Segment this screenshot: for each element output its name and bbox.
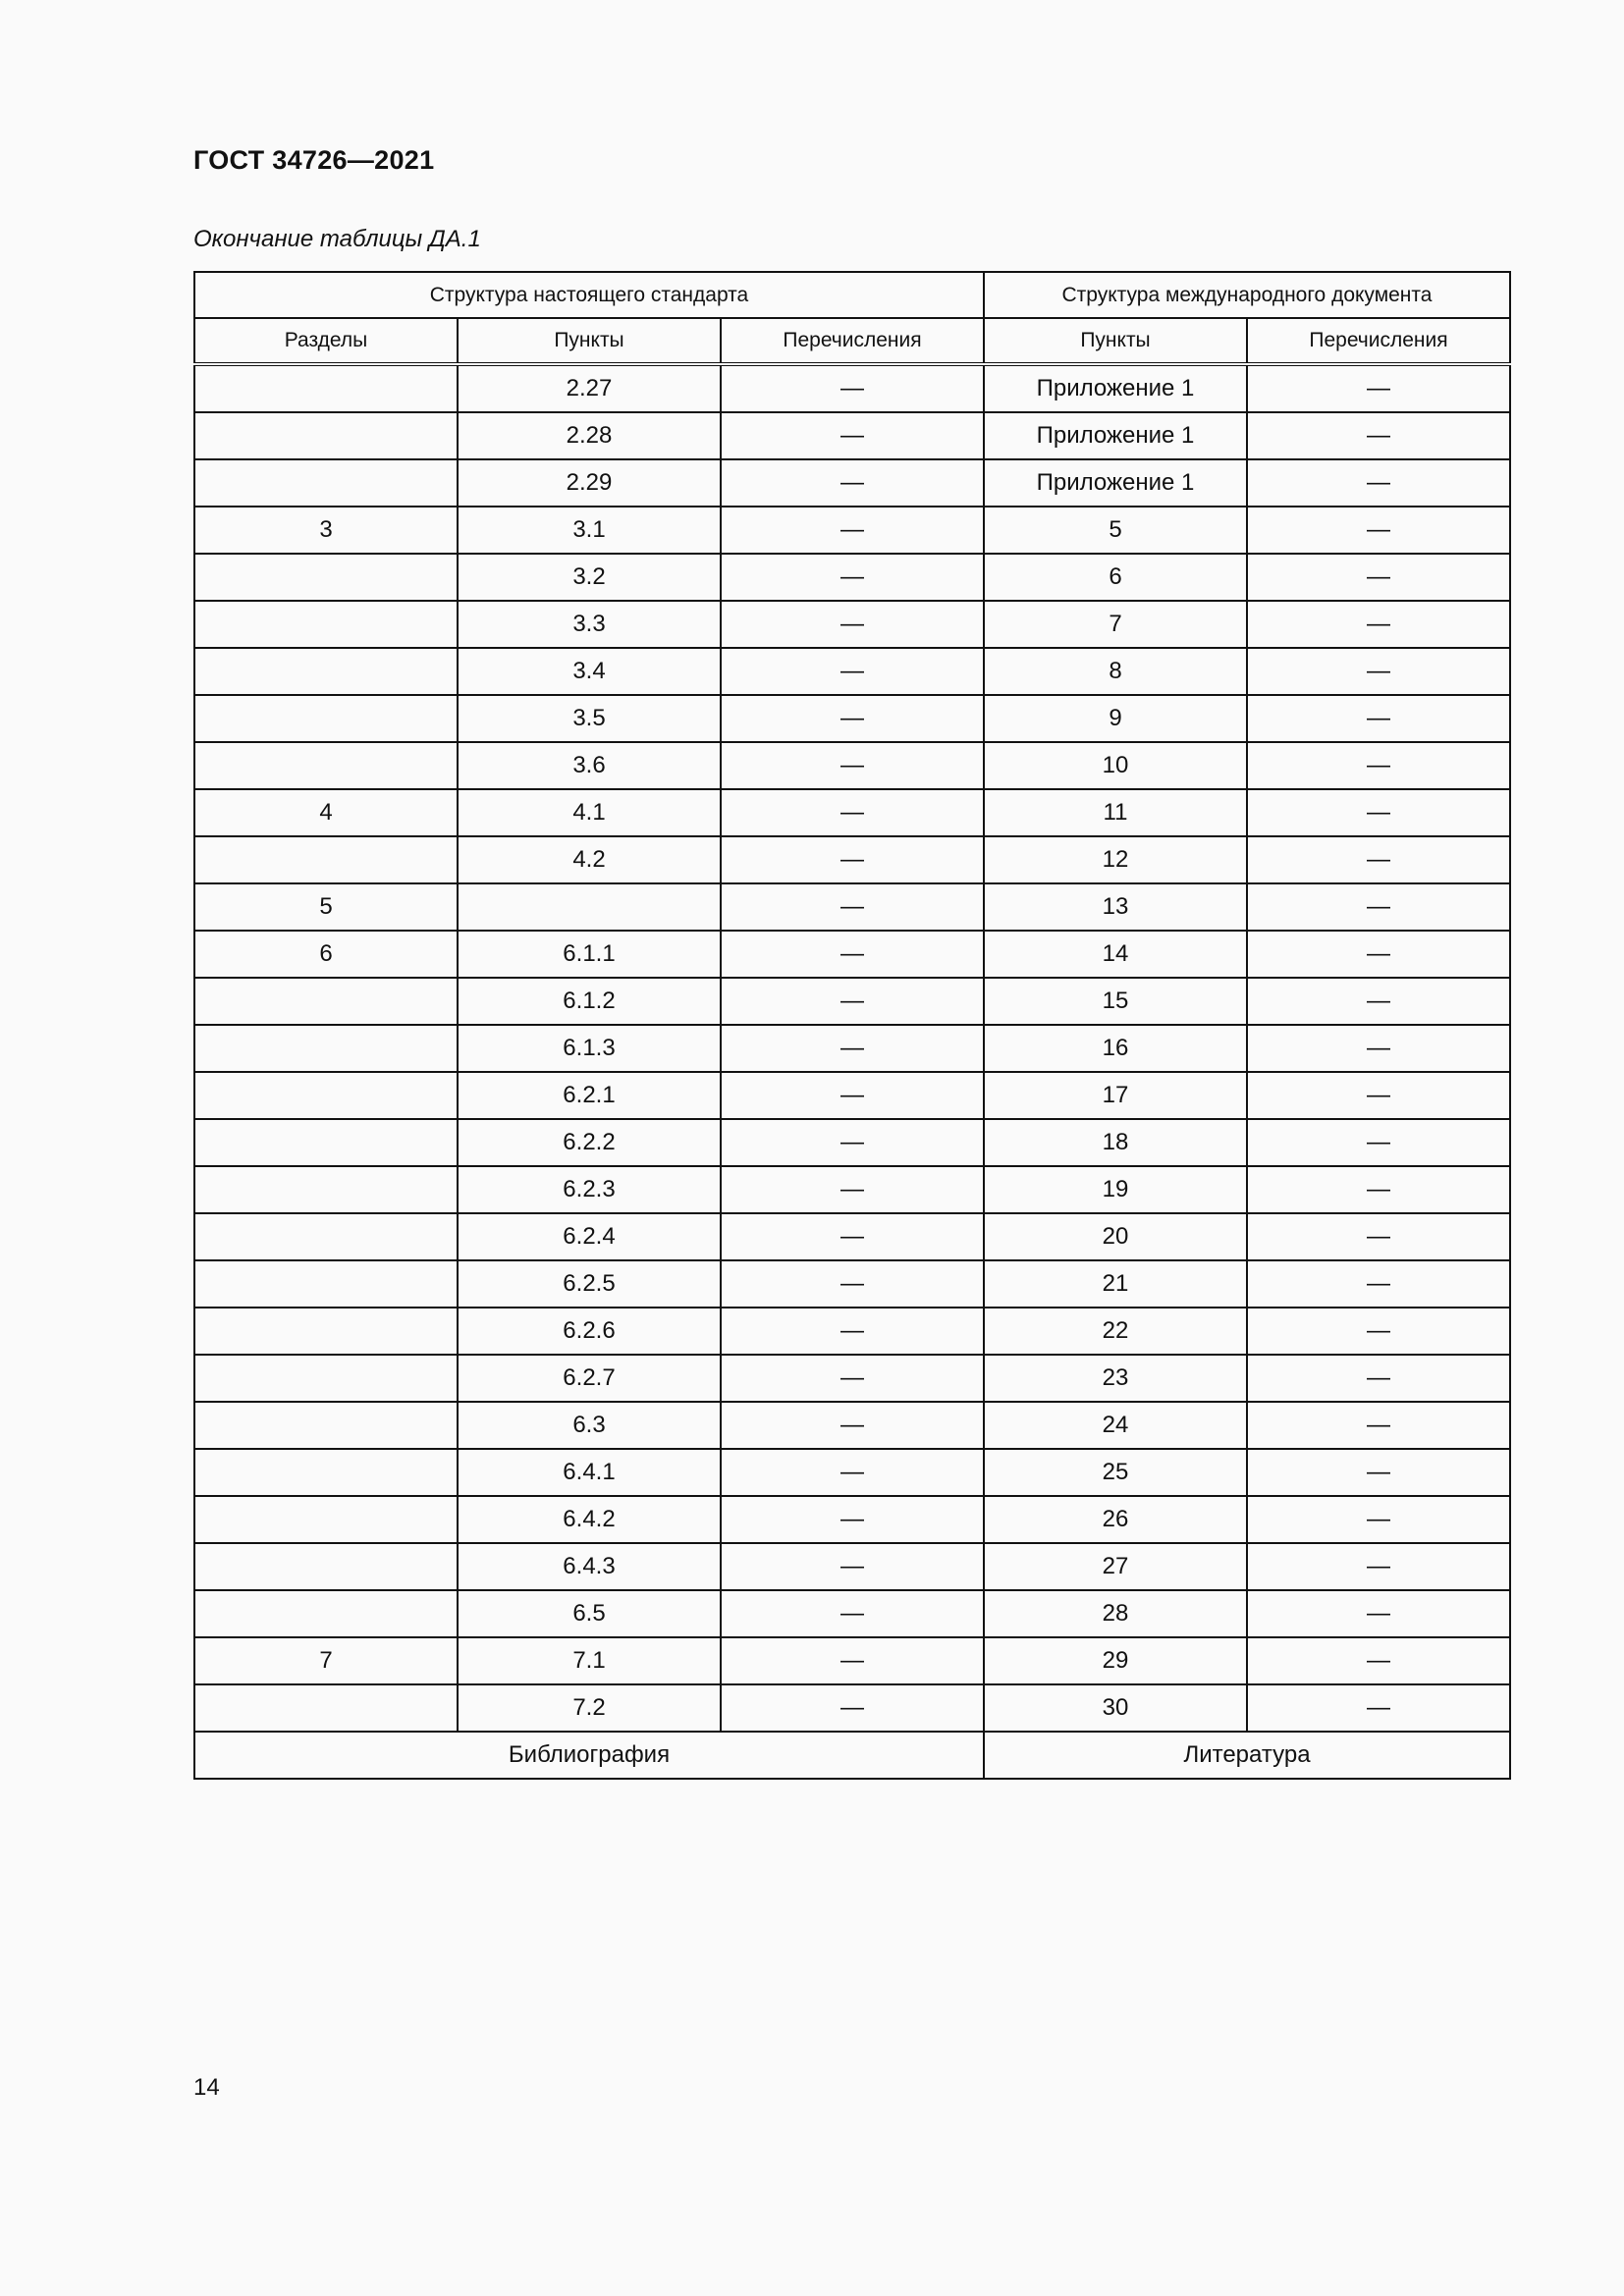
cell-section <box>194 1449 458 1496</box>
cell-section: 7 <box>194 1637 458 1684</box>
cell-intl-enumeration: — <box>1247 1119 1510 1166</box>
cell-clause: 3.1 <box>458 507 721 554</box>
cell-clause: 6.2.1 <box>458 1072 721 1119</box>
cell-intl-clause: 15 <box>984 978 1247 1025</box>
cell-section <box>194 1260 458 1308</box>
cell-enumeration: — <box>721 507 984 554</box>
table-row <box>194 1213 1510 1260</box>
cell-intl-enumeration: — <box>1247 1543 1510 1590</box>
cell-clause: 6.4.1 <box>458 1449 721 1496</box>
table-row <box>194 931 1510 978</box>
cell-enumeration: — <box>721 1637 984 1684</box>
cell-enumeration: — <box>721 742 984 789</box>
cell-section <box>194 1166 458 1213</box>
cell-clause: 6.1.1 <box>458 931 721 978</box>
cell-enumeration: — <box>721 1543 984 1590</box>
cell-section <box>194 1684 458 1732</box>
cell-clause: 3.4 <box>458 648 721 695</box>
cell-section: 5 <box>194 883 458 931</box>
cell-intl-clause: 28 <box>984 1590 1247 1637</box>
cell-intl-enumeration: — <box>1247 978 1510 1025</box>
cell-intl-clause: 12 <box>984 836 1247 883</box>
cell-section <box>194 695 458 742</box>
cell-intl-clause: 14 <box>984 931 1247 978</box>
table-row <box>194 742 1510 789</box>
cell-clause: 6.2.2 <box>458 1119 721 1166</box>
cell-intl-clause: 23 <box>984 1355 1247 1402</box>
cell-intl-enumeration: — <box>1247 507 1510 554</box>
cell-clause <box>458 883 721 931</box>
cell-section <box>194 742 458 789</box>
cell-clause: 6.4.3 <box>458 1543 721 1590</box>
cell-clause: 6.1.3 <box>458 1025 721 1072</box>
cell-section <box>194 648 458 695</box>
cell-intl-enumeration: — <box>1247 1590 1510 1637</box>
cell-intl-enumeration: — <box>1247 554 1510 601</box>
cell-intl-clause: 27 <box>984 1543 1247 1590</box>
cell-enumeration: — <box>721 1072 984 1119</box>
cell-enumeration: — <box>721 1308 984 1355</box>
cell-intl-clause: 11 <box>984 789 1247 836</box>
cell-section <box>194 1590 458 1637</box>
cell-intl-enumeration: — <box>1247 601 1510 648</box>
cell-clause: 7.2 <box>458 1684 721 1732</box>
table-row <box>194 507 1510 554</box>
table-row <box>194 1449 1510 1496</box>
cell-intl-clause: 20 <box>984 1213 1247 1260</box>
table-row <box>194 1402 1510 1449</box>
cell-enumeration: — <box>721 1166 984 1213</box>
cell-clause: 3.5 <box>458 695 721 742</box>
cell-section <box>194 978 458 1025</box>
cell-intl-enumeration: — <box>1247 931 1510 978</box>
column-header-intl-clauses: Пункты <box>984 318 1247 364</box>
cell-clause: 6.3 <box>458 1402 721 1449</box>
table-row <box>194 1119 1510 1166</box>
table-row <box>194 978 1510 1025</box>
cell-enumeration: — <box>721 695 984 742</box>
cell-clause: 2.27 <box>458 364 721 412</box>
cell-intl-enumeration: — <box>1247 836 1510 883</box>
cell-clause: 2.29 <box>458 459 721 507</box>
cell-section <box>194 1119 458 1166</box>
cell-intl-enumeration: — <box>1247 1260 1510 1308</box>
table-row <box>194 883 1510 931</box>
document-header: ГОСТ 34726—2021 <box>193 145 435 175</box>
cell-intl-clause: 9 <box>984 695 1247 742</box>
cell-section <box>194 459 458 507</box>
cell-clause: 6.5 <box>458 1590 721 1637</box>
cell-section <box>194 836 458 883</box>
cell-enumeration: — <box>721 1025 984 1072</box>
column-header-sections: Разделы <box>194 318 458 364</box>
cell-enumeration: — <box>721 1260 984 1308</box>
cell-intl-clause: 5 <box>984 507 1247 554</box>
table-row <box>194 1355 1510 1402</box>
cell-section <box>194 1496 458 1543</box>
cell-enumeration: — <box>721 978 984 1025</box>
cell-intl-clause: Приложение 1 <box>984 459 1247 507</box>
table-row <box>194 1684 1510 1732</box>
cell-intl-clause: 19 <box>984 1166 1247 1213</box>
cell-section <box>194 1025 458 1072</box>
cell-clause: 6.2.3 <box>458 1166 721 1213</box>
cell-intl-enumeration: — <box>1247 1213 1510 1260</box>
cell-clause: 3.3 <box>458 601 721 648</box>
cell-clause: 6.2.7 <box>458 1355 721 1402</box>
cell-enumeration: — <box>721 1119 984 1166</box>
cell-clause: 6.2.6 <box>458 1308 721 1355</box>
cell-intl-enumeration: — <box>1247 364 1510 412</box>
table-body <box>194 364 1510 1732</box>
cell-enumeration: — <box>721 789 984 836</box>
table-row <box>194 836 1510 883</box>
cell-intl-clause: 22 <box>984 1308 1247 1355</box>
cell-clause: 4.1 <box>458 789 721 836</box>
cell-section <box>194 1543 458 1590</box>
cell-enumeration: — <box>721 554 984 601</box>
cell-intl-enumeration: — <box>1247 1072 1510 1119</box>
cell-intl-clause: 30 <box>984 1684 1247 1732</box>
cell-enumeration: — <box>721 412 984 459</box>
table-row <box>194 1637 1510 1684</box>
cell-enumeration: — <box>721 1355 984 1402</box>
cell-clause: 7.1 <box>458 1637 721 1684</box>
cell-enumeration: — <box>721 601 984 648</box>
cell-intl-clause: 25 <box>984 1449 1247 1496</box>
table-row <box>194 1025 1510 1072</box>
concordance-table <box>193 271 1511 1780</box>
cell-enumeration: — <box>721 931 984 978</box>
cell-intl-enumeration: — <box>1247 1025 1510 1072</box>
group-header-international: Структура международного документа <box>984 272 1510 318</box>
cell-intl-clause: Приложение 1 <box>984 364 1247 412</box>
cell-intl-clause: 7 <box>984 601 1247 648</box>
cell-section: 4 <box>194 789 458 836</box>
cell-section <box>194 601 458 648</box>
cell-intl-enumeration: — <box>1247 1684 1510 1732</box>
group-header-standard: Структура настоящего стандарта <box>194 272 984 318</box>
cell-intl-enumeration: — <box>1247 1637 1510 1684</box>
cell-intl-enumeration: — <box>1247 1496 1510 1543</box>
cell-intl-enumeration: — <box>1247 459 1510 507</box>
table-row <box>194 648 1510 695</box>
cell-enumeration: — <box>721 1496 984 1543</box>
cell-clause: 4.2 <box>458 836 721 883</box>
cell-intl-enumeration: — <box>1247 1402 1510 1449</box>
column-header-clauses: Пункты <box>458 318 721 364</box>
cell-intl-enumeration: — <box>1247 648 1510 695</box>
table-row <box>194 459 1510 507</box>
cell-section <box>194 1072 458 1119</box>
footer-literature: Литература <box>984 1732 1510 1779</box>
cell-clause: 3.2 <box>458 554 721 601</box>
cell-intl-clause: 29 <box>984 1637 1247 1684</box>
cell-intl-clause: 8 <box>984 648 1247 695</box>
cell-section <box>194 1402 458 1449</box>
footer-bibliography: Библиография <box>194 1732 984 1779</box>
cell-enumeration: — <box>721 1402 984 1449</box>
cell-intl-clause: 10 <box>984 742 1247 789</box>
table-row <box>194 1308 1510 1355</box>
cell-intl-clause: 21 <box>984 1260 1247 1308</box>
table-row <box>194 695 1510 742</box>
cell-section <box>194 1355 458 1402</box>
cell-intl-enumeration: — <box>1247 695 1510 742</box>
cell-section: 6 <box>194 931 458 978</box>
cell-intl-enumeration: — <box>1247 412 1510 459</box>
cell-enumeration: — <box>721 1684 984 1732</box>
table-row <box>194 1166 1510 1213</box>
cell-section <box>194 1213 458 1260</box>
cell-section <box>194 554 458 601</box>
cell-clause: 6.2.5 <box>458 1260 721 1308</box>
table-row <box>194 412 1510 459</box>
table-row <box>194 1543 1510 1590</box>
cell-enumeration: — <box>721 836 984 883</box>
table-row <box>194 1072 1510 1119</box>
page-number: 14 <box>193 2074 220 2101</box>
cell-intl-enumeration: — <box>1247 1449 1510 1496</box>
cell-enumeration: — <box>721 1590 984 1637</box>
cell-intl-clause: 26 <box>984 1496 1247 1543</box>
cell-intl-enumeration: — <box>1247 883 1510 931</box>
column-header-intl-enumerations: Перечисления <box>1247 318 1510 364</box>
cell-section: 3 <box>194 507 458 554</box>
cell-intl-clause: 6 <box>984 554 1247 601</box>
cell-intl-clause: 17 <box>984 1072 1247 1119</box>
cell-enumeration: — <box>721 883 984 931</box>
cell-clause: 2.28 <box>458 412 721 459</box>
table-row <box>194 1260 1510 1308</box>
table-row <box>194 601 1510 648</box>
table-footer-row <box>194 1732 1510 1779</box>
cell-intl-enumeration: — <box>1247 742 1510 789</box>
cell-enumeration: — <box>721 1449 984 1496</box>
cell-intl-enumeration: — <box>1247 1166 1510 1213</box>
cell-intl-enumeration: — <box>1247 1308 1510 1355</box>
cell-clause: 6.1.2 <box>458 978 721 1025</box>
column-header-enumerations: Перечисления <box>721 318 984 364</box>
cell-enumeration: — <box>721 1213 984 1260</box>
table-row <box>194 554 1510 601</box>
table-row <box>194 364 1510 412</box>
cell-section <box>194 1308 458 1355</box>
cell-enumeration: — <box>721 459 984 507</box>
table-row <box>194 789 1510 836</box>
cell-clause: 3.6 <box>458 742 721 789</box>
cell-enumeration: — <box>721 364 984 412</box>
cell-intl-clause: 13 <box>984 883 1247 931</box>
cell-intl-enumeration: — <box>1247 1355 1510 1402</box>
cell-intl-clause: Приложение 1 <box>984 412 1247 459</box>
cell-clause: 6.2.4 <box>458 1213 721 1260</box>
cell-intl-clause: 16 <box>984 1025 1247 1072</box>
cell-section <box>194 412 458 459</box>
cell-intl-clause: 24 <box>984 1402 1247 1449</box>
cell-intl-clause: 18 <box>984 1119 1247 1166</box>
table-row <box>194 1496 1510 1543</box>
cell-enumeration: — <box>721 648 984 695</box>
cell-clause: 6.4.2 <box>458 1496 721 1543</box>
table-caption: Окончание таблицы ДА.1 <box>193 226 481 252</box>
cell-intl-enumeration: — <box>1247 789 1510 836</box>
table-row <box>194 1590 1510 1637</box>
cell-section <box>194 364 458 412</box>
